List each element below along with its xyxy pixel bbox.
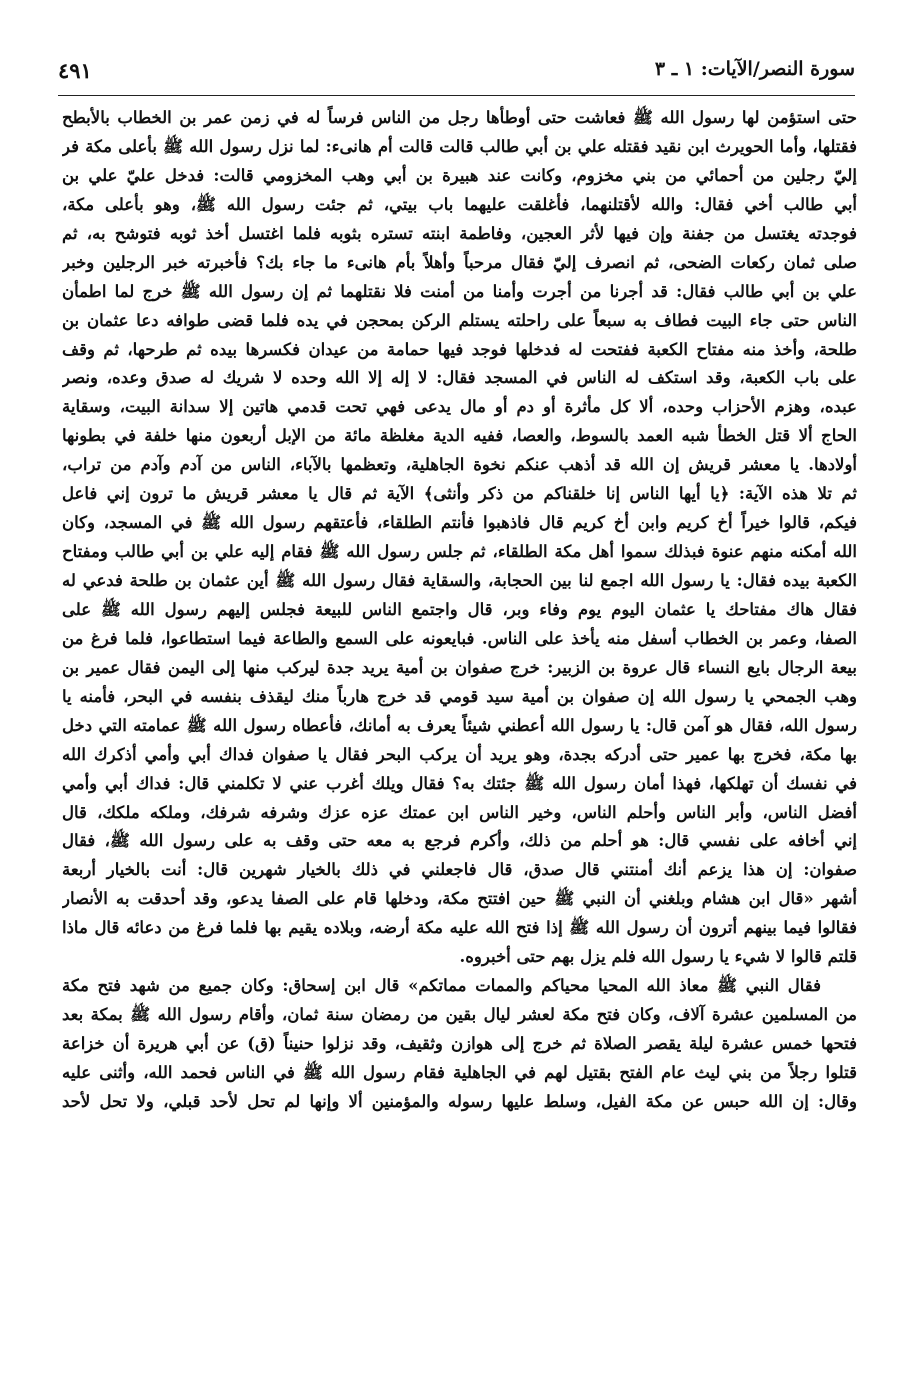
text-line: أولادها. يا معشر قريش إن الله قد أذهب عنكم نخوة الجاهلية، وتعظمها بالآباء، الناس من آدم وآدم من تراب، [62,455,857,475]
text-line: وهب الجمحي يا رسول الله إن صفوان بن أمية سيد قومي قد خرج هارباً منك ليقذف بنفسه في البحر، فأمنه يا [62,686,857,706]
text-line: بيعة الرجال بايع النساء قال عروة بن الزبير: خرج صفوان بن أمية يريد جدة ليركب منها إلى اليمن فقال عمير بن [62,657,857,677]
text-line: صلى ثمان ركعات الضحى، ثم انصرف إليّ فقال مرحباً وأهلاً بأم هانىء ما جاء بك؟ فأخبرته خبر الرجلين وخبر [62,252,857,272]
text-line: فقتلها، وأما الحويرث ابن نقيد فقتله علي بن أبي طالب قالت قالت أم هانىء: لما نزل رسول الله ﷺ بأعلى مكة فر [62,136,857,156]
text-line: رسول الله، فقال هو آمن قال: يا رسول الله أعطني شيئاً يعرف به أمانك، فأعطاه رسول الله ﷺ عمامته التي دخل [62,715,857,735]
text-line: فيكم، قالوا خيراً أخ كريم وابن أخ كريم قال فاذهبوا فأنتم الطلقاء، فأعتقهم رسول الله ﷺ في المسجد، وكان [62,513,857,533]
text-line: علي بن أبي طالب فقال: قد أجرنا من أجرت وأمنا من أمنت فلا نقتلهما ثم إن رسول الله ﷺ خرج لما اطمأن [62,281,857,301]
text-line: الكعبة بيده فقال: يا رسول الله اجمع لنا بين الحجابة، والسقاية فقال رسول الله ﷺ أين عثمان بن طلحة فدعي له [62,571,857,590]
text-line: فقالوا فيما بينهم أترون أن رسول الله ﷺ إذا فتح الله عليه مكة أرضه، وبلاده يقيم بها فلما فرغ من دعائه قال ماذا [62,918,857,938]
body-text [62,104,857,1117]
text-line: وقال: إن الله حبس عن مكة الفيل، وسلط عليها رسوله والمؤمنين ألا وإنها لم تحل لأحد قبلي، ولا تحل لأحد [62,1091,857,1111]
text-line: من المسلمين عشرة آلاف، وكان فتح مكة لعشر ليال بقين من رمضان سنة ثمان، وأقام رسول الله ﷺ بمكة بعد [62,1005,857,1025]
text-line: إليّ رجلين من أحمائي من بني مخزوم، وكانت عند هبيرة بن أبي وهب المخزومي قالت: فدخل عليّ علي بن [62,165,857,185]
text-line: إني أخافه على نفسي قال: هو أحلم من ذلك، وأكرم فرجع به معه حتى وقف به على رسول الله ﷺ، فقال [62,831,857,851]
text-line: أشهر «قال ابن هشام وبلغني أن النبي ﷺ حين افتتح مكة، ودخلها قام على الصفا يدعو، وقد أحدقت به الأنصار [62,889,857,909]
text-line: ثم تلا هذه الآية: ﴿يا أيها الناس إنا خلقناكم من ذكر وأنثى﴾ الآية ثم قال يا معشر قريش ما ترون إني فاعل [62,484,857,504]
page-number: ٤٩١ [58,58,92,83]
text-line: فتحها خمس عشرة ليلة يقصر الصلاة ثم خرج إلى هوازن وثقيف، وقد نزلوا حنيناً (ق) عن أبي هريرة أن خزاعة [62,1034,857,1053]
text-line: الناس حتى جاء البيت فطاف به سبعاً على راحلته يستلم الركن بمحجن في يده فلما قضى طوافه دعا عثمان بن [62,310,857,330]
page-header [58,58,855,92]
text-line: عبده، وهزم الأحزاب وحده، ألا كل مأثرة أو دم أو مال يدعى فهي تحت قدمي هاتين إلا سدانة البيت، وسقاية [62,397,857,417]
text-line: حتى استؤمن لها رسول الله ﷺ فعاشت حتى أوطأها رجل من الناس فرساً له في زمن عمر بن الخطاب بالأبطح [62,108,857,127]
text-line: قلتم قالوا لا شيء يا رسول الله فلم يزل بهم حتى أخبروه. [459,947,857,967]
text-line: الصفا، وعمر بن الخطاب أسفل منه يأخذ على الناس. فبايعونه على السمع والطاعة فيما استطاعوا، فلما فرغ من [62,628,857,648]
text-line: بها مكة، فخرج بها عمير حتى أدركه بجدة، وهو يريد أن يركب البحر فقال يا صفوان فداك أبي وأمي أذكرك الله [62,744,857,764]
header-divider [58,95,855,96]
text-line: صفوان: إن هذا يزعم أنك أمنتني قال صدق، قال فاجعلني في ذلك بالخيار شهرين قال: أنت بالخيار أربعة [62,860,857,880]
text-line: قتلوا رجلاً من بني ليث عام الفتح بقتيل لهم في الجاهلية فقام رسول الله ﷺ في الناس فحمد الله، وأثنى عليه [62,1062,857,1082]
text-line: فقال هاك مفتاحك يا عثمان اليوم يوم وفاء وبر، قال واجتمع الناس للبيعة فجلس إليهم رسول الله ﷺ على [62,599,857,619]
text-line: على باب الكعبة، وقد استكف له الناس في المسجد فقال: لا إله إلا الله وحده لا شريك له صدق وعده، ونصر [62,368,857,388]
text-line: الله أمكنه منهم عنوة فبذلك سموا أهل مكة الطلقاء، ثم جلس رسول الله ﷺ فقام إليه علي بن أبي طالب ومفتاح [62,542,857,562]
text-line: الحاج ألا قتل الخطأ شبه العمد بالسوط، والعصا، ففيه الدية مغلظة مائة من الإبل أربعون منها خلفة في بطونها [62,426,857,446]
text-line: في نفسك أن تهلكها، فهذا أمان رسول الله ﷺ جئتك به؟ فقال ويلك أغرب عني لا تكلمني قال: فداك أبي وأمي [62,773,857,793]
running-title: سورة النصر/الآيات: ١ ـ ٣ [654,58,855,80]
text-line: طلحة، وأخذ منه مفتاح الكعبة ففتحت له فدخلها فوجد فيها حمامة من عيدان فكسرها بيده ثم طرحها، ثم وقف [62,339,857,359]
text-line: فقال النبي ﷺ معاذ الله المحيا محياكم والممات مماتكم» قال ابن إسحاق: وكان جميع من شهد فتح مكة [62,976,821,996]
text-line: أفضل الناس، وأبر الناس وأحلم الناس، وخير الناس ابن عمتك عزه عزك وشرفه شرفك، وملكه ملكك، قال [62,802,857,822]
text-line: فوجدته يغتسل من جفنة وإن فيها لأثر العجين، وفاطمة ابنته تستره بثوبه فلما اغتسل أخذ ثوبه فتوشح به، ثم [62,223,857,243]
text-line: أبي طالب أخي فقال: والله لأقتلنهما، فأغلقت عليهما باب بيتي، ثم جئت رسول الله ﷺ، وهو بأعلى مكة، [62,194,857,214]
